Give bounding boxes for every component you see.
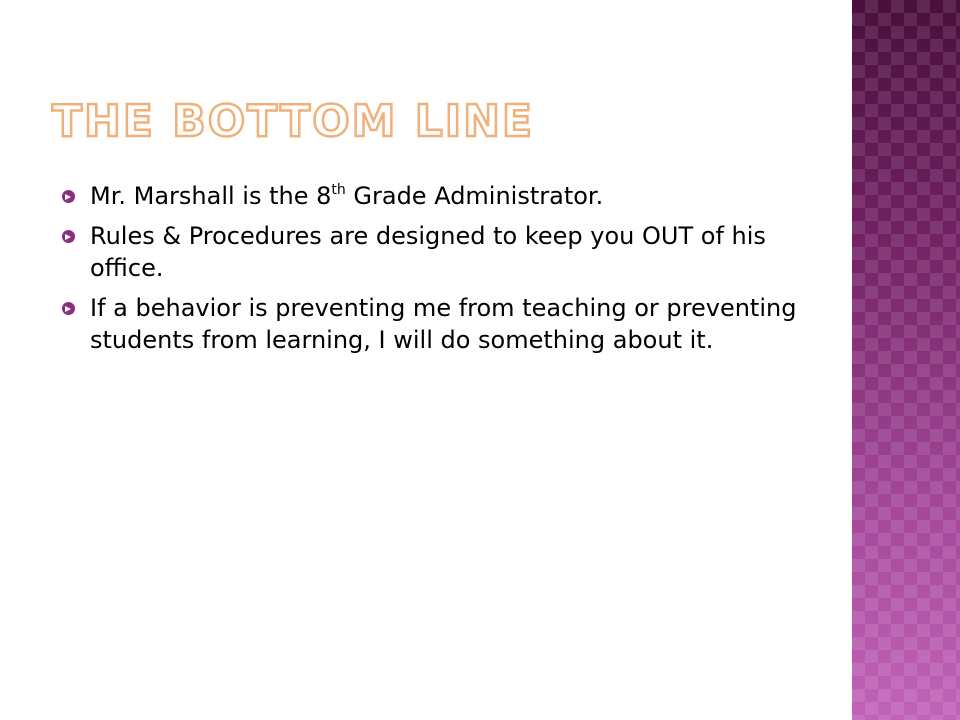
circled-arrow-bullet-icon — [62, 190, 75, 203]
bullet-item-administrator — [62, 180, 802, 212]
bullet-item-rules — [62, 220, 802, 284]
bullet-list — [62, 180, 802, 364]
bullet-text-part: Grade Administrator. — [345, 182, 604, 210]
bullet-text-part: Mr. Marshall is the 8 — [90, 182, 332, 210]
ordinal-superscript: th — [331, 182, 346, 198]
circled-arrow-bullet-icon — [62, 230, 75, 243]
bullet-item-behavior — [62, 292, 802, 356]
bullet-text: If a behavior is preventing me from teaching or preventing students from learning, I will do something about it. — [90, 294, 797, 354]
bullet-text: Rules & Procedures are designed to keep you OUT of his office. — [90, 222, 766, 282]
circled-arrow-bullet-icon — [62, 302, 75, 315]
decorative-side-panel — [852, 0, 960, 720]
slide-title: THE BOTTOM LINE — [52, 96, 534, 147]
